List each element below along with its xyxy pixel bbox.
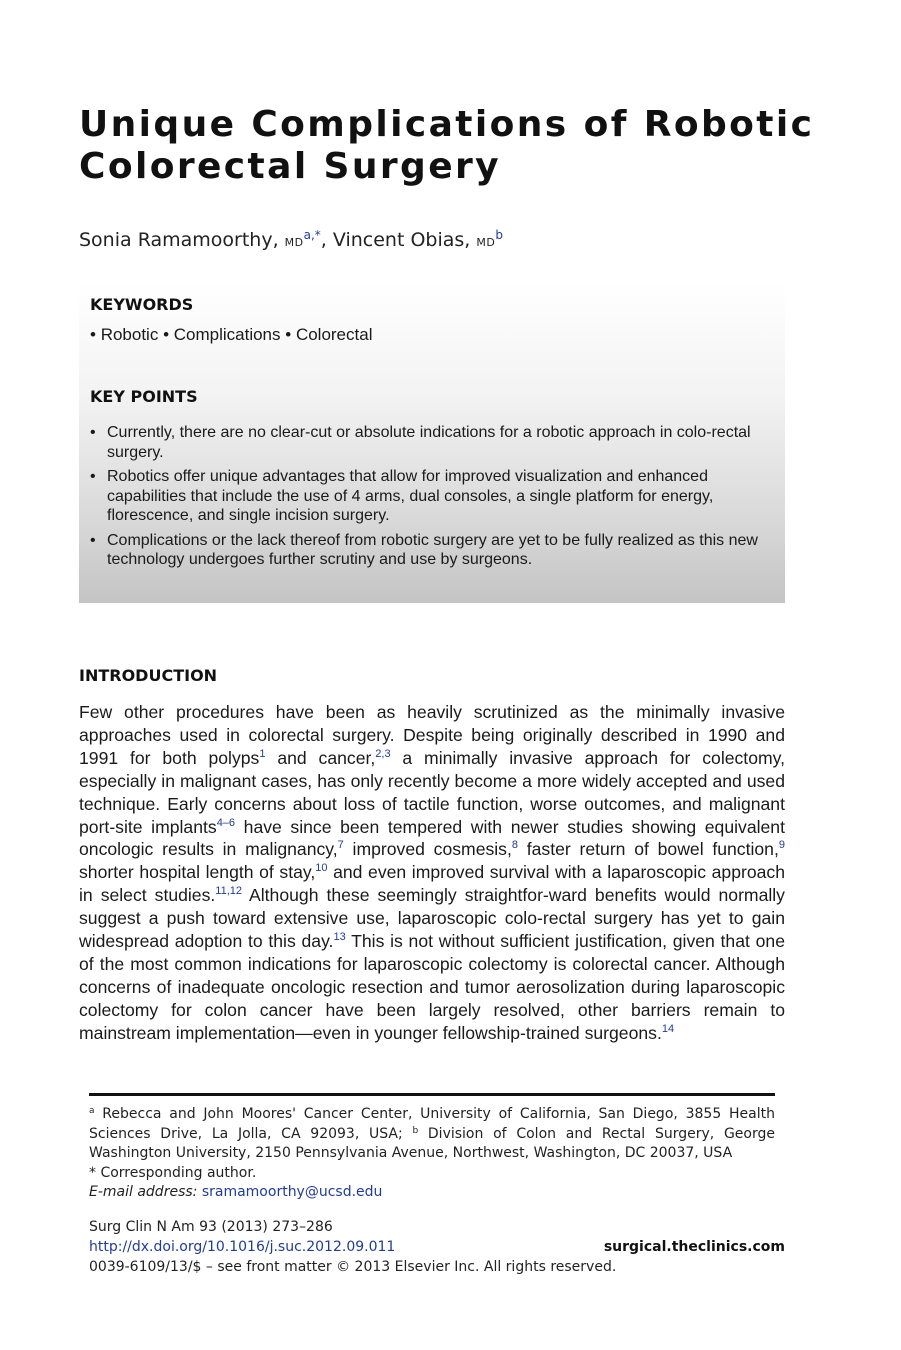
- bullet-icon: •: [90, 468, 96, 485]
- intro-text-segment: a minimally invasive approach for colectomy, especially in malignant cases, has only recently become a more widely accepted and used technique. Early concerns about loss of tactile function, worse outcomes, and malignant port-site implants: [79, 747, 786, 837]
- author-1-degree: MD: [284, 236, 304, 249]
- author-1-name: Sonia Ramamoorthy,: [79, 229, 285, 251]
- intro-text-segment: and cancer,: [265, 747, 376, 768]
- affiliation-b: Division of Colon and Rectal Surgery, George Washington University, 2150 Pennsylvania Avenue, Northwest, Washington, DC 20037, USA: [89, 1125, 775, 1162]
- bullet-icon: •: [163, 325, 170, 344]
- intro-text-segment: have since been tempered with newer studies showing equivalent oncologic results in malignancy,: [79, 816, 785, 860]
- introduction-heading: INTRODUCTION: [79, 666, 218, 685]
- author-2-name: Vincent Obias,: [332, 229, 477, 251]
- affiliation-a: Rebecca and John Moores' Cancer Center, University of California, San Diego, 3855 Health Sciences Drive, La Jolla, CA 92093, USA;: [89, 1106, 775, 1142]
- doi-row: [89, 1237, 785, 1257]
- intro-text-segment: shorter hospital length of stay,: [79, 862, 316, 883]
- citation-reference[interactable]: 14: [661, 1022, 675, 1035]
- key-point-item: [90, 423, 760, 462]
- journal-website[interactable]: surgical.theclinics.com: [603, 1239, 785, 1255]
- author-2-affiliation-marks[interactable]: b: [495, 228, 503, 242]
- intro-text-segment: Few other procedures have been as heavily scrutinized as the minimally invasive approaches used in colorectal surgery. Despite being originally described in 1990 and 1991 for both polyps: [79, 702, 785, 768]
- intro-text-segment: This is not without sufficient justification, given that one of the most common indications for laparoscopic colectomy is colorectal cancer. Although concerns of inadequate oncologic resection and tumor aerosolization during laparoscopic colectomy for colon cancer have been largely resolved, other barriers remain to mainstream implementation—even in younger fellowship-trained surgeons.: [79, 931, 785, 1043]
- keyword-item: Robotic: [100, 325, 159, 344]
- intro-text-segment: faster return of bowel function,: [518, 839, 779, 860]
- citation-reference[interactable]: 13: [333, 931, 346, 944]
- citation-reference[interactable]: 10: [315, 862, 328, 875]
- affiliation-mark-a: a: [89, 1106, 95, 1116]
- key-points-heading: KEY POINTS: [90, 387, 198, 406]
- keyword-item: Colorectal: [295, 325, 373, 344]
- bullet-icon: •: [90, 325, 96, 344]
- keywords-heading: KEYWORDS: [90, 295, 194, 314]
- keyword-item: Complications: [173, 325, 281, 344]
- abstract-box: [79, 282, 785, 603]
- email-link[interactable]: sramamoorthy@ucsd.edu: [201, 1184, 383, 1201]
- citation-reference[interactable]: 7: [337, 839, 344, 852]
- corresponding-author-note: * Corresponding author.: [89, 1164, 257, 1181]
- citation-reference[interactable]: 1: [259, 747, 266, 760]
- author-2-degree: MD: [476, 236, 496, 249]
- footnotes: [89, 1105, 775, 1203]
- author-line: [79, 229, 503, 251]
- key-points-list: [90, 423, 760, 575]
- keywords-list: [90, 325, 372, 345]
- title-line-2: Colorectal Surgery: [79, 146, 502, 187]
- journal-citation: Surg Clin N Am 93 (2013) 273–286: [89, 1219, 333, 1235]
- citation-reference[interactable]: 11,12: [215, 885, 242, 898]
- affiliations: [89, 1105, 775, 1164]
- citation-reference[interactable]: 2,3: [375, 747, 391, 760]
- author-separator: ,: [320, 229, 333, 251]
- footnote-divider: [89, 1093, 775, 1096]
- intro-text-segment: and even improved survival with a laparoscopic approach in select studies.: [79, 862, 785, 906]
- citation-block: [89, 1217, 785, 1277]
- citation-reference[interactable]: 8: [511, 839, 518, 852]
- doi-link[interactable]: http://dx.doi.org/10.1016/j.suc.2012.09.011: [89, 1239, 396, 1255]
- key-point-item: [90, 467, 760, 526]
- bullet-icon: •: [285, 325, 292, 344]
- article-title: [79, 104, 839, 188]
- key-point-text: Robotics offer unique advantages that allow for improved visualization and enhanced capabilities that include the use of 4 arms, dual consoles, a single platform for energy, florescence, and single incision surgery.: [107, 468, 714, 524]
- citation-reference[interactable]: 9: [778, 839, 785, 852]
- affiliation-mark-b: b: [412, 1125, 419, 1136]
- intro-text-segment: improved cosmesis,: [343, 839, 512, 860]
- bullet-icon: •: [90, 531, 96, 549]
- key-point-item: [90, 531, 760, 570]
- key-point-text: Currently, there are no clear-cut or absolute indications for a robotic approach in colo-rectal surgery.: [107, 424, 751, 461]
- bullet-icon: •: [90, 424, 96, 441]
- title-line-1: Unique Complications of Robotic: [79, 104, 815, 145]
- introduction-body: [79, 701, 785, 1045]
- intro-text-segment: Although these seemingly straightfor-ward benefits would normally suggest a push toward extensive use, laparoscopic colo-rectal surgery has yet to gain widespread adoption to this day.: [79, 885, 785, 952]
- email-label: E-mail address:: [89, 1184, 202, 1201]
- copyright-line: 0039-6109/13/$ – see front matter © 2013 Elsevier Inc. All rights reserved.: [89, 1259, 617, 1275]
- citation-reference[interactable]: 4–6: [216, 816, 236, 829]
- author-1-affiliation-marks[interactable]: a,*: [303, 228, 321, 242]
- key-point-text: Complications or the lack thereof from robotic surgery are yet to be fully realized as this new technology undergoes further scrutiny and use by surgeons.: [107, 531, 758, 568]
- email-line: [89, 1183, 775, 1203]
